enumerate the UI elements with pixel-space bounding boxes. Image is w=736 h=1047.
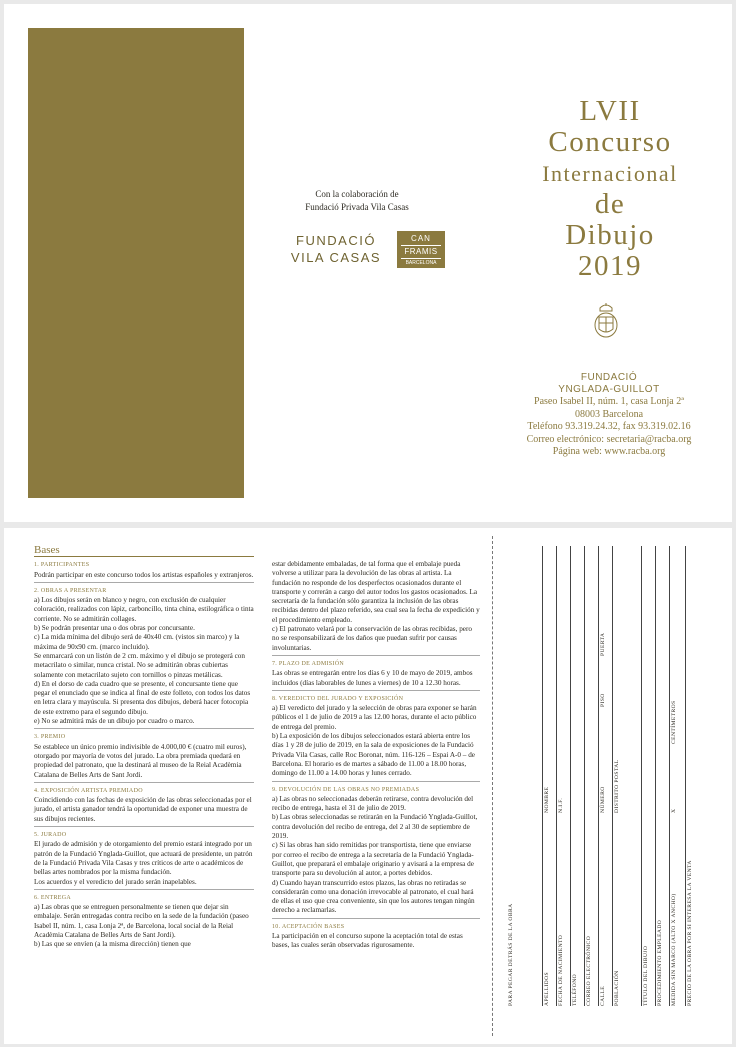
website-line: Página web: www.racba.org [552, 446, 666, 457]
form-field-label: FECHA DE NACIMIENTO [558, 934, 564, 1006]
fundacio-vila-casas-logo [284, 232, 388, 266]
form-field-sublabel: DISTRITO POSTAL [614, 759, 620, 813]
title-line: de [594, 188, 626, 220]
section-paragraph: b) Las obras seleccionadas se retirarán en la Fundació Ynglada-Guillot, contra devolución del recibo de entrega, del 2 al 30 de septiembre de 2019. [272, 813, 478, 841]
form-field-line [655, 546, 656, 1006]
section-heading: 10. ACEPTACIÓN BASES [272, 923, 345, 930]
form-field-line [612, 546, 613, 1006]
logo-line: FUNDACIÓ [296, 233, 376, 248]
section-paragraph: a) El veredicto del jurado y la selección de obras para exponer se harán públicos el 1 de julio de 2019 a las 12.00 horas, durante el acto público de entrega del premio. [272, 704, 477, 731]
form-field-line [542, 546, 543, 1006]
logo-line: VILA CASAS [290, 250, 382, 265]
section-divider [34, 782, 254, 783]
logo-divider [401, 245, 441, 246]
academy-crest-icon [590, 302, 622, 340]
foundation-address [504, 372, 714, 459]
section-divider [34, 582, 254, 583]
section-paragraph: Podrán participar en este concurso todos los artistas españoles y extranjeros. [34, 570, 254, 579]
logo-line: FRAMIS [404, 247, 438, 256]
form-field-line [598, 546, 599, 1006]
form-field-label: PRECIO DE LA OBRA POR SI INTERESA LA VENTA [687, 860, 693, 1006]
section-paragraph: b) Las que se envíen (a la misma dirección) tienen que [34, 940, 191, 949]
section-heading: 5. JURADO [34, 832, 67, 839]
bases-title: Bases [34, 546, 254, 557]
section-paragraph: a) Las obras no seleccionadas deberán retirarse, contra devolución del recibo de entrega, hasta el 31 de julio de 2019. [272, 794, 474, 813]
form-field-label: APELLIDOS [544, 971, 550, 1006]
section-paragraph: Se enmarcará con un listón de 2 cm. máximo y el dibujo se protegerá con metacrilato o similar, nunca cristal. No se admitirán obras cubiertas solamente con metacrilato sujeto con tornillos o pinzas metálicas. [34, 651, 245, 679]
form-header: PARA PEGAR DETRÁS DE LA OBRA [508, 903, 514, 1006]
foundation-name: YNGLADA-GUILLOT [558, 384, 660, 395]
title-line: Concurso [548, 126, 672, 158]
collaboration-line: Con la colaboración de [315, 189, 399, 199]
section-heading: 4. EXPOSICIÓN ARTISTA PREMIADO [34, 787, 143, 794]
sponsor-logos [284, 230, 444, 274]
form-field-label: PROCEDIMIENTO EMPLEADO [657, 919, 663, 1006]
section-paragraph: d) En el dorso de cada cuadro que se presente, el concursante tiene que pegar el enunciado que se indica al final de este folleto, con todos los datos en letra clara y mayúscula. Si presenta dos dibujos, deberá hacer fotocopia de este extremo para el segundo dibujo. [34, 679, 251, 716]
section-paragraph: Coincidiendo con las fechas de exposición de las obras seleccionadas por el jurado, el artista ganador tendrá la oportunidad de exponer una muestra de sus dibujos recientes. [34, 796, 252, 823]
section-paragraph: c) Si las obras han sido remitidas por transportista, tiene que enviarse por correo el recibo de entrega a la secretaría de la Fundació Ynglada-Guillot, que preparará el embalaje originario y avisará a la empresa de transporte para su devolución al autor, a portes debidos. [272, 841, 474, 878]
brochure-cover-sheet [4, 4, 732, 522]
section-divider [272, 655, 480, 656]
form-field-sublabel: X [671, 808, 677, 813]
form-field-line [556, 546, 557, 1006]
address-line: Paseo Isabel II, núm. 1, casa Lonja 2ª [534, 396, 684, 407]
phone-line: Teléfono 93.319.24.32, fax 93.319.02.16 [527, 421, 691, 432]
section-paragraph: Las obras se entregarán entre los días 6 y 10 de mayo de 2019, ambos incluidos (días laborables de lunes a viernes) de 10 a 12.30 horas. [272, 669, 473, 687]
entry-form [504, 546, 704, 1026]
section-heading: 9. DEVOLUCIÓN DE LAS OBRAS NO PREMIADAS [272, 786, 420, 793]
section-paragraph: La participación en el concurso supone la aceptación total de estas bases, las cuales serán observadas rigurosamente. [272, 931, 463, 950]
section-paragraph: Se establece un único premio indivisible de 4.000,00 € (cuatro mil euros), otorgado por mayoría de votos del jurado. La obra premiada quedará en propiedad del patronato, que la destinará al museo de la Reial Acadèmia Catalana de Belles Arts de Sant Jordi. [34, 742, 247, 779]
bases-column-1 [34, 546, 254, 950]
section-heading: 2. OBRAS A PRESENTAR [34, 587, 107, 594]
section-paragraph: e) No se admitirá más de un dibujo por cuadro o marco. [34, 717, 195, 726]
section-divider [272, 781, 480, 782]
section-paragraph: a) Las obras que se entreguen personalmente se tienen que dejar sin embalaje. Serán entregadas contra recibo en la sede de la fundación (paseo Isabel II, núm. 1, casa Lonja 2ª, de Barcelona, local social de la Reial Acadèmia Catalana de Belles Arts de Sant Jordi). [34, 903, 249, 939]
form-field-label: TELÉFONO [572, 973, 578, 1006]
section-paragraph: estar debidamente embaladas, de tal forma que el embalaje pueda volverse a utilizar para la devolución de las obras al artista. La fundación no responde de los desperfectos ocasionados durante el transporte y correrán a cargo del autor todos los gastos ocasionados. La secretaría de la fundación sólo garantiza la inclusión de las obras recibidas dentro del plazo referido, sea cual sea la fecha de expedición y el procedimiento empleado. [272, 560, 480, 624]
foundation-name: FUNDACIÓ [580, 372, 638, 383]
gold-cover-panel [28, 28, 244, 498]
brochure-inside-sheet [4, 528, 732, 1044]
bases-sections-2 [272, 560, 480, 951]
section-heading: 8. VEREDICTO DEL JURADO Y EXPOSICIÓN [272, 695, 404, 702]
collaboration-line: Fundació Privada Vila Casas [305, 202, 409, 212]
title-line: LVII [579, 95, 641, 127]
title-line: Dibujo [565, 219, 655, 251]
section-heading: 6. ENTREGA [34, 894, 71, 901]
form-field-label: TÍTULO DEL DIBUJO [643, 945, 649, 1006]
section-divider [34, 826, 254, 827]
section-paragraph: b) Se podrán presentar una o dos obras por concursante. [34, 624, 195, 633]
bases-column-2 [272, 560, 480, 951]
logo-line: CAN [411, 234, 431, 243]
form-field-sublabel: N.I.F. [558, 797, 564, 813]
logo-line: BARCELONA [405, 260, 437, 266]
section-paragraph: Los acuerdos y el veredicto del jurado serán inapelables. [34, 877, 197, 886]
section-paragraph: c) El patronato velará por la conservación de las obras recibidas, pero no se responsabilizará de los daños que puedan sufrir por causas involuntarias. [272, 625, 472, 652]
section-divider [34, 889, 254, 890]
cut-line [492, 536, 493, 1036]
form-field-sublabel: PISO [600, 693, 606, 707]
title-line: 2019 [578, 250, 642, 282]
section-divider [34, 728, 254, 729]
section-divider [272, 918, 480, 919]
title-line: Internacional [542, 161, 678, 186]
can-framis-logo [397, 231, 445, 268]
form-field-sublabel: PUERTA [600, 632, 606, 656]
form-field-sublabel: NOMBRE [544, 786, 550, 813]
contest-title [494, 96, 726, 282]
form-field-line [570, 546, 571, 1006]
address-line: 08003 Barcelona [574, 408, 644, 420]
form-field-label: POBLACIÓN [614, 970, 620, 1006]
form-field-label: MEDIDA SIN MARCO (ALTO X ANCHO) [671, 893, 677, 1006]
logo-divider [401, 258, 441, 259]
section-paragraph: a) Los dibujos serán en blanco y negro, con exclusión de cualquier coloración, realizados con lápiz, carboncillo, tinta china, estilográfica o tinta corriente. No se admitirán collages. [34, 596, 254, 623]
bases-sections-1 [34, 561, 254, 949]
section-paragraph: c) La mida mínima del dibujo será de 40x40 cm. (vistos sin marco) y la máxima de 90x90 cm. (marco incluido). [34, 633, 240, 651]
form-field-line [584, 546, 585, 1006]
email-line: Correo electrónico: secretaria@racba.org [526, 433, 692, 445]
form-field-line [641, 546, 642, 1006]
form-field-sublabel: NÚMERO [600, 786, 606, 813]
section-heading: 7. PLAZO DE ADMISIÓN [272, 660, 344, 667]
section-heading: 1. PARTICIPANTES [34, 562, 90, 569]
section-paragraph: b) La exposición de los dibujos seleccionados estará abierta entre los días 1 y 28 de julio de 2019, en la sala de exposiciones de la Fundació Privada Vila Casas, calle Roc Boronat, núm. 116-126 – Espai A-0 – de Barcelona. El horario es de martes a sábado de 11.00 a 18.00 horas, domingo de 11.00 a 14.00 horas y lunes cerrado. [272, 732, 475, 778]
section-heading: 3. PREMIO [34, 734, 66, 741]
form-field-line [685, 546, 686, 1006]
section-paragraph: d) Cuando hayan transcurrido estos plazos, las obras no retiradas se considerarán como una donación irrevocable al patronato, el cual hará de ellas el uso que crea conveniente, sin que los autores tengan ningún derecho a reclamarlas. [272, 878, 475, 915]
section-paragraph: El jurado de admisión y de otorgamiento del premio estará integrado por un patrón de la Fundació Ynglada-Guillot, que actuará de presidente, un patrón de la Fundació Privada Vila Casas y tres críticos de arte o académicos de bellas artes nombrados por la misma fundación. [34, 840, 253, 877]
form-field-label: CALLE [600, 985, 606, 1006]
form-field-label: CORREO ELECTRÓNICO [586, 935, 592, 1006]
form-field-sublabel: CENTÍMETROS [671, 700, 677, 744]
collaboration-note [292, 188, 422, 214]
form-field-line [669, 546, 670, 1006]
section-divider [272, 690, 480, 691]
